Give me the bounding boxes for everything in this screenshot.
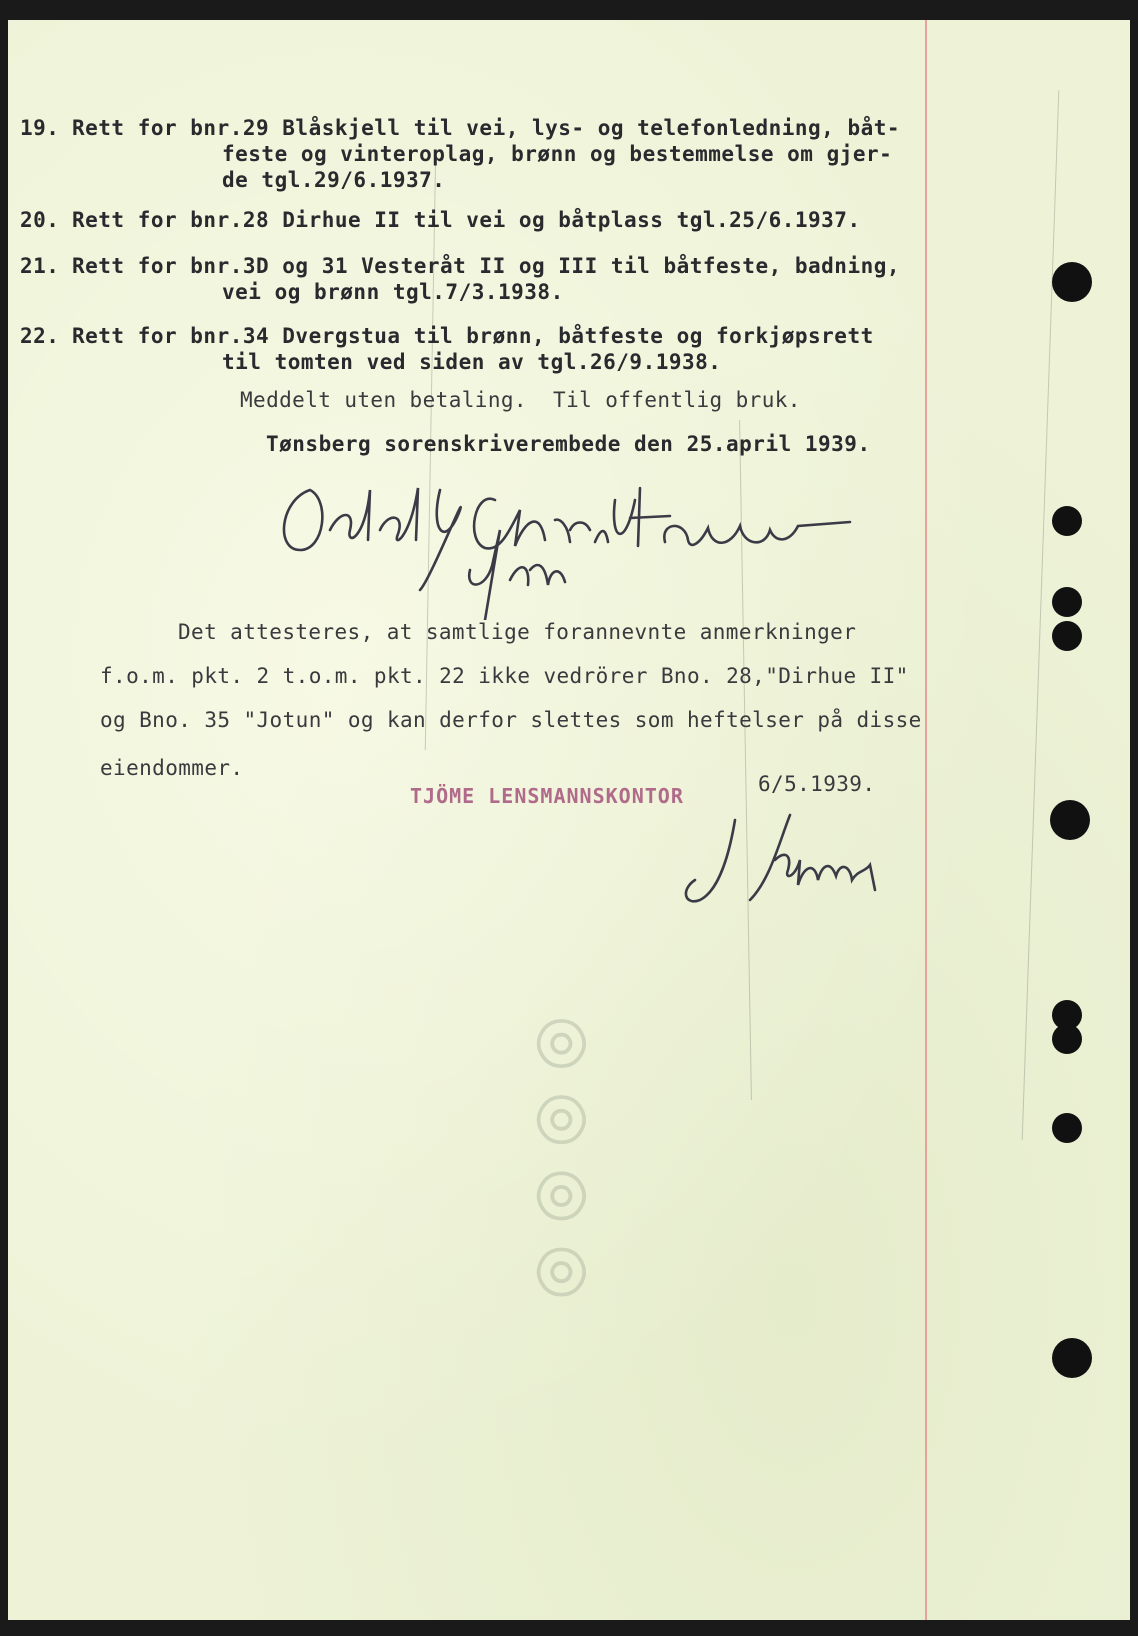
entry-21-line-1: Rett for bnr.3D og 31 Vesteråt II og III til båtfeste, badning, xyxy=(72,254,901,278)
entry-20-line-1: Rett for bnr.28 Dirhue II til vei og båtplass tgl.25/6.1937. xyxy=(72,208,861,232)
entry-19-line-3: de tgl.29/6.1937. xyxy=(222,168,446,192)
entry-22-line-2: til tomten ved siden av tgl.26/9.1938. xyxy=(222,350,722,374)
entry-22-number: 22. xyxy=(20,324,60,348)
attest-line-2: f.o.m. pkt. 2 t.o.m. pkt. 22 ikke vedrörer Bno. 28,"Dirhue II" xyxy=(100,664,909,688)
punch-hole xyxy=(1052,262,1092,302)
punch-hole xyxy=(1052,1113,1082,1143)
signature-johnsen xyxy=(680,810,900,920)
entry-20-number: 20. xyxy=(20,208,60,232)
office-stamp: TJÖME LENSMANNSKONTOR xyxy=(410,784,684,808)
attest-line-1: Det attesteres, at samtlige forannevnte anmerkninger xyxy=(178,620,857,644)
punch-hole xyxy=(1050,800,1090,840)
note-text: Meddelt uten betaling. Til offentlig bruk. xyxy=(240,388,801,412)
entry-19-line-2: feste og vinteroplag, brønn og bestemmelse om gjer- xyxy=(222,142,893,166)
attest-line-4: eiendommer. xyxy=(100,756,244,780)
entry-21-line-2: vei og brønn tgl.7/3.1938. xyxy=(222,280,564,304)
margin-line xyxy=(925,20,927,1620)
punch-hole xyxy=(1052,1024,1082,1054)
entry-19-line-1: Rett for bnr.29 Blåskjell til vei, lys- og telefonledning, båt- xyxy=(72,116,901,140)
entry-21-number: 21. xyxy=(20,254,60,278)
punch-hole xyxy=(1052,506,1082,536)
entry-19-number: 19. xyxy=(20,116,60,140)
punch-hole xyxy=(1052,621,1082,651)
faint-watermark: ◎ ◎ ◎ ◎ xyxy=(520,1015,594,1300)
punch-hole xyxy=(1052,1338,1092,1378)
entry-22-line-1: Rett for bnr.34 Dvergstua til brønn, båtfeste og forkjøpsrett xyxy=(72,324,874,348)
punch-hole xyxy=(1052,587,1082,617)
attest-line-3: og Bno. 35 "Jotun" og kan derfor slettes som heftelser på disse xyxy=(100,708,922,732)
place-date: Tønsberg sorenskriverembede den 25.april 1939. xyxy=(266,432,871,456)
signature-christiansen xyxy=(270,470,910,620)
stamp-date: 6/5.1939. xyxy=(758,772,876,796)
